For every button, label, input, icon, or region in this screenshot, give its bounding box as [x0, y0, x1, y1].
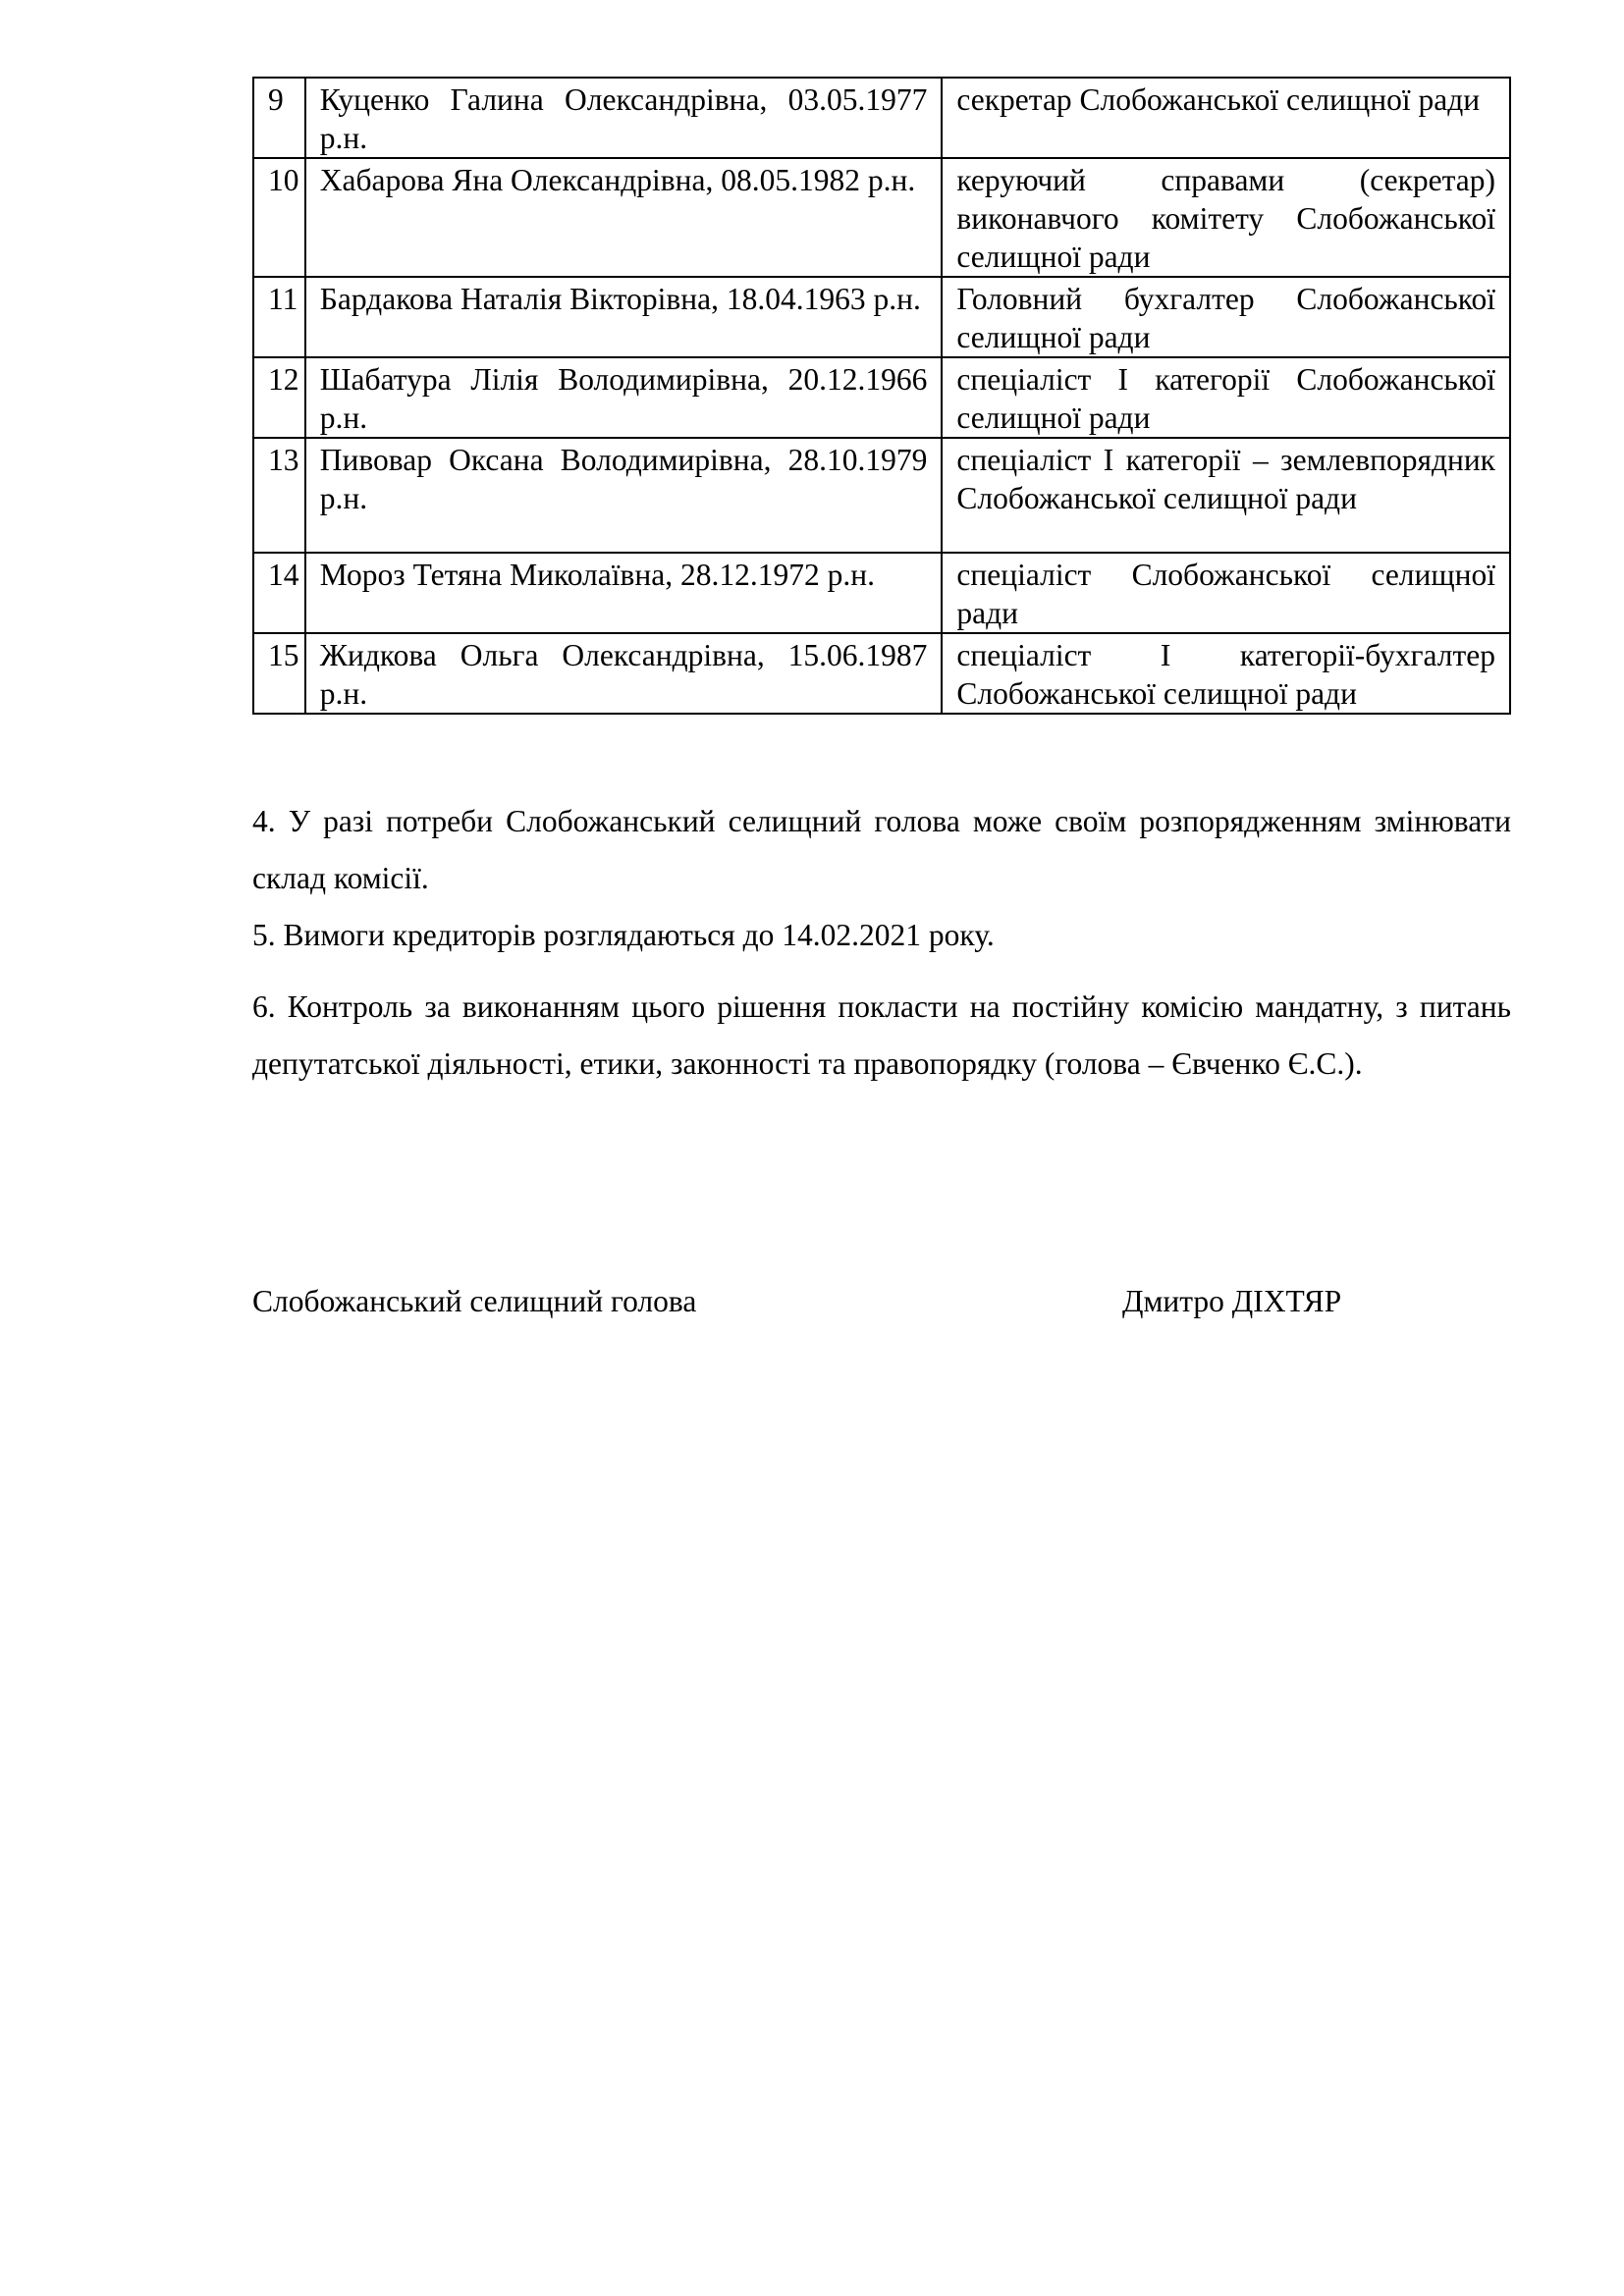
member-position: спеціаліст І категорії-бухгалтер Слобожанської селищної ради	[942, 633, 1510, 714]
member-name: Пивовар Оксана Володимирівна, 28.10.1979 р.н.	[305, 438, 943, 553]
row-number: 11	[253, 277, 305, 357]
row-number: 13	[253, 438, 305, 553]
table-row	[253, 78, 1510, 158]
member-position: керуючий справами (секретар) виконавчого комітету Слобожанської селищної ради	[942, 158, 1510, 277]
table-row	[253, 357, 1510, 438]
paragraph-6: 6. Контроль за виконанням цього рішення покласти на постійну комісію мандатну, з питань депутатської діяльності, етики, законності та правопорядку (голова – Євченко Є.С.).	[252, 989, 1511, 1081]
row-number: 15	[253, 633, 305, 714]
table-row	[253, 438, 1510, 553]
member-position: спеціаліст Слобожанської селищної ради	[942, 553, 1510, 633]
member-position: Головний бухгалтер Слобожанської селищної ради	[942, 277, 1510, 357]
table-row	[253, 158, 1510, 277]
row-number: 12	[253, 357, 305, 438]
paragraph-5: 5. Вимоги кредиторів розглядаються до 14.02.2021 року.	[252, 918, 995, 952]
table-row	[253, 277, 1510, 357]
member-name: Шабатура Лілія Володимирівна, 20.12.1966 р.н.	[305, 357, 943, 438]
table-row	[253, 553, 1510, 633]
member-position: секретар Слобожанської селищної ради	[942, 78, 1510, 158]
member-name: Жидкова Ольга Олександрівна, 15.06.1987 р.н.	[305, 633, 943, 714]
member-name: Мороз Тетяна Миколаївна, 28.12.1972 р.н.	[305, 553, 943, 633]
member-name: Бардакова Наталія Вікторівна, 18.04.1963 р.н.	[305, 277, 943, 357]
table-row	[253, 633, 1510, 714]
member-position: спеціаліст І категорії – землевпорядник Слобожанської селищної ради	[942, 438, 1510, 553]
member-name: Хабарова Яна Олександрівна, 08.05.1982 р.н.	[305, 158, 943, 277]
member-name: Куценко Галина Олександрівна, 03.05.1977 р.н.	[305, 78, 943, 158]
member-position: спеціаліст І категорії Слобожанської селищної ради	[942, 357, 1510, 438]
paragraph-4: 4. У разі потреби Слобожанський селищний голова може своїм розпорядженням змінювати склад комісії.	[252, 804, 1511, 895]
row-number: 14	[253, 553, 305, 633]
signature-title: Слобожанський селищний голова	[252, 1284, 697, 1318]
signature-name: Дмитро ДІХТЯР	[1122, 1284, 1342, 1318]
commission-members-table	[252, 77, 1511, 715]
row-number: 10	[253, 158, 305, 277]
row-number: 9	[253, 78, 305, 158]
